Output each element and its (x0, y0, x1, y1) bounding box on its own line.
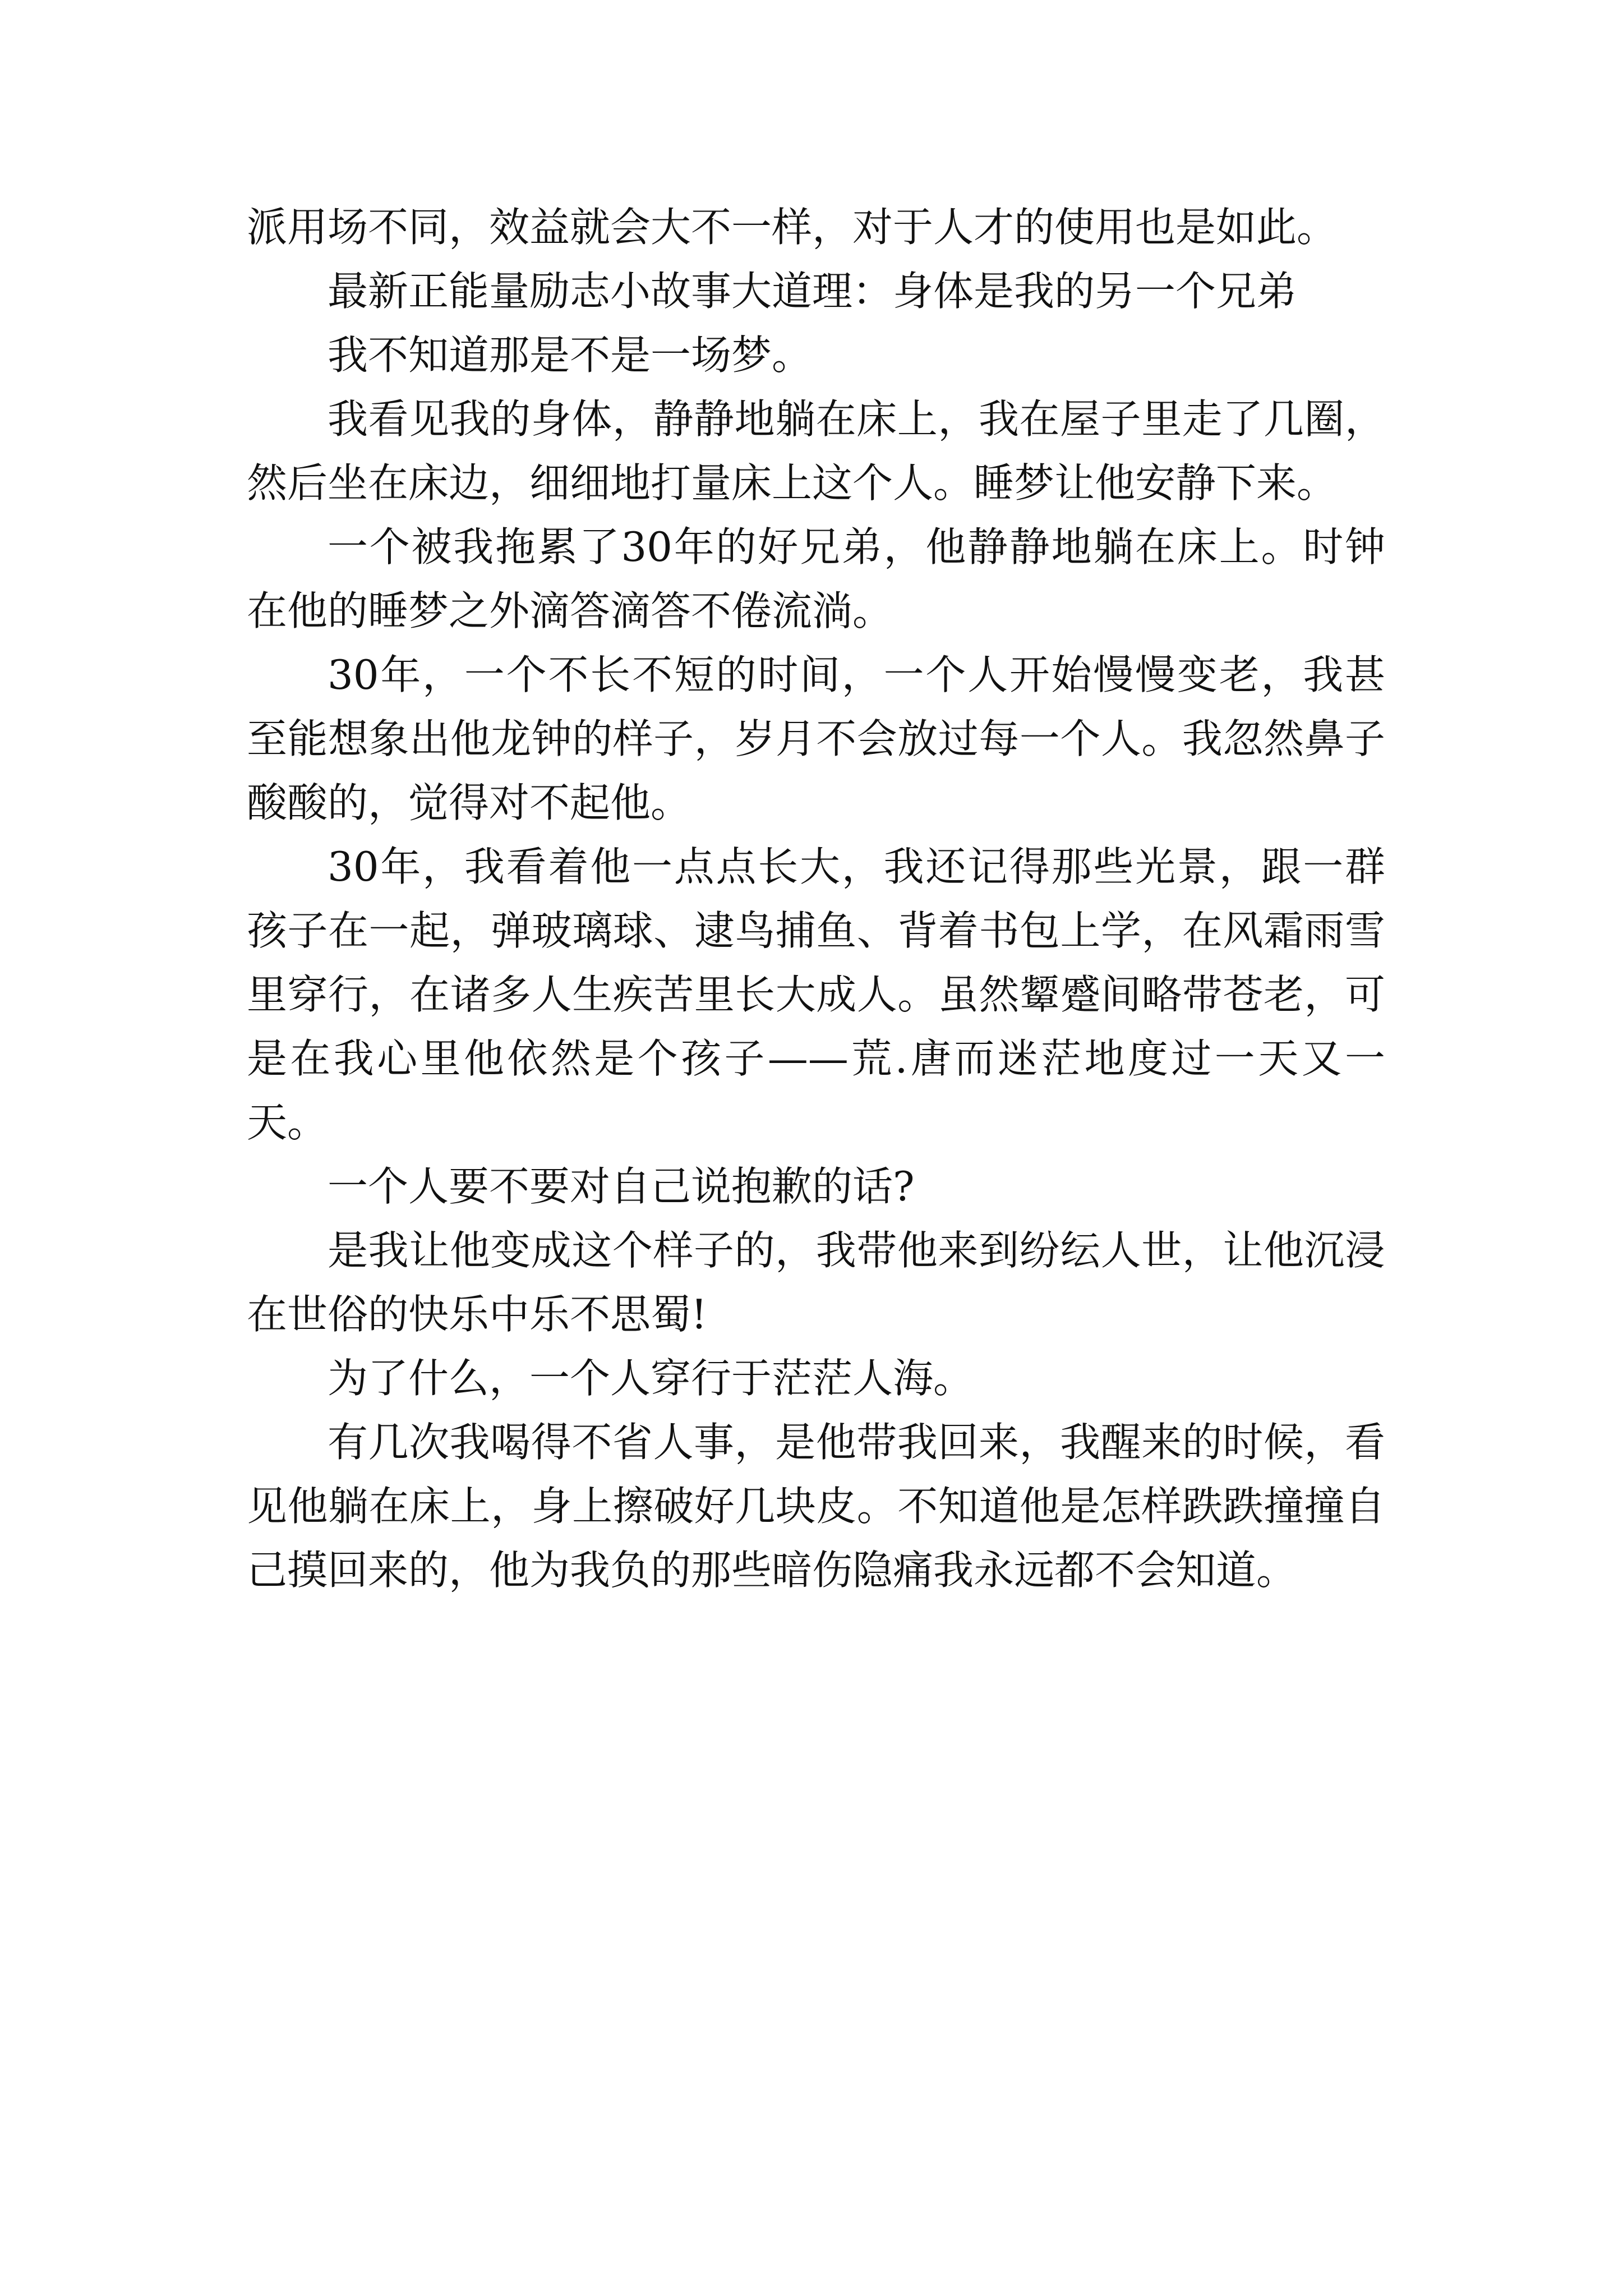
paragraph-heading: 最新正能量励志小故事大道理：身体是我的另一个兄弟 (328, 268, 1297, 315)
paragraph-5: 一个被我拖累了30年的好兄弟，他静静地躺在床上。时钟在他的睡梦之外滴答滴答不倦流淌。 (247, 523, 1385, 634)
paragraph-6: 30年，一个不长不短的时间，一个人开始慢慢变老，我甚至能想象出他龙钟的样子，岁月不会放过每一个人。我忽然鼻子酸酸的，觉得对不起他。 (247, 651, 1385, 826)
paragraph-7: 30年，我看着他一点点长大，我还记得那些光景，跟一群孩子在一起，弹玻璃球、逮鸟捕鱼、背着书包上学，在风霜雨雪里穿行，在诸多人生疾苦里长大成人。虽然颦蹙间略带苍老，可是在我心里他依然是个孩子——荒.唐而迷茫地度过一天又一天。 (247, 843, 1385, 1146)
paragraph-11: 有几次我喝得不省人事，是他带我回来，我醒来的时候，看见他躺在床上，身上擦破好几块皮。不知道他是怎样跌跌撞撞自己摸回来的，他为我负的那些暗伤隐痛我永远都不会知道。 (247, 1419, 1385, 1594)
paragraph-1: 派用场不同，效益就会大不一样，对于人才的使用也是如此。 (247, 204, 1338, 251)
paragraph-3: 我不知道那是不是一场梦。 (328, 332, 813, 379)
paragraph-10: 为了什么，一个人穿行于茫茫人海。 (328, 1355, 974, 1402)
paragraph-9: 是我让他变成这个样子的，我带他来到纷纭人世，让他沉浸在世俗的快乐中乐不思蜀! (247, 1227, 1385, 1338)
paragraph-8: 一个人要不要对自己说抱歉的话? (328, 1163, 915, 1210)
paragraph-4: 我看见我的身体，静静地躺在床上，我在屋子里走了几圈，然后坐在床边，细细地打量床上这个人。睡梦让他安静下来。 (247, 395, 1385, 507)
body-text (247, 195, 1385, 1602)
